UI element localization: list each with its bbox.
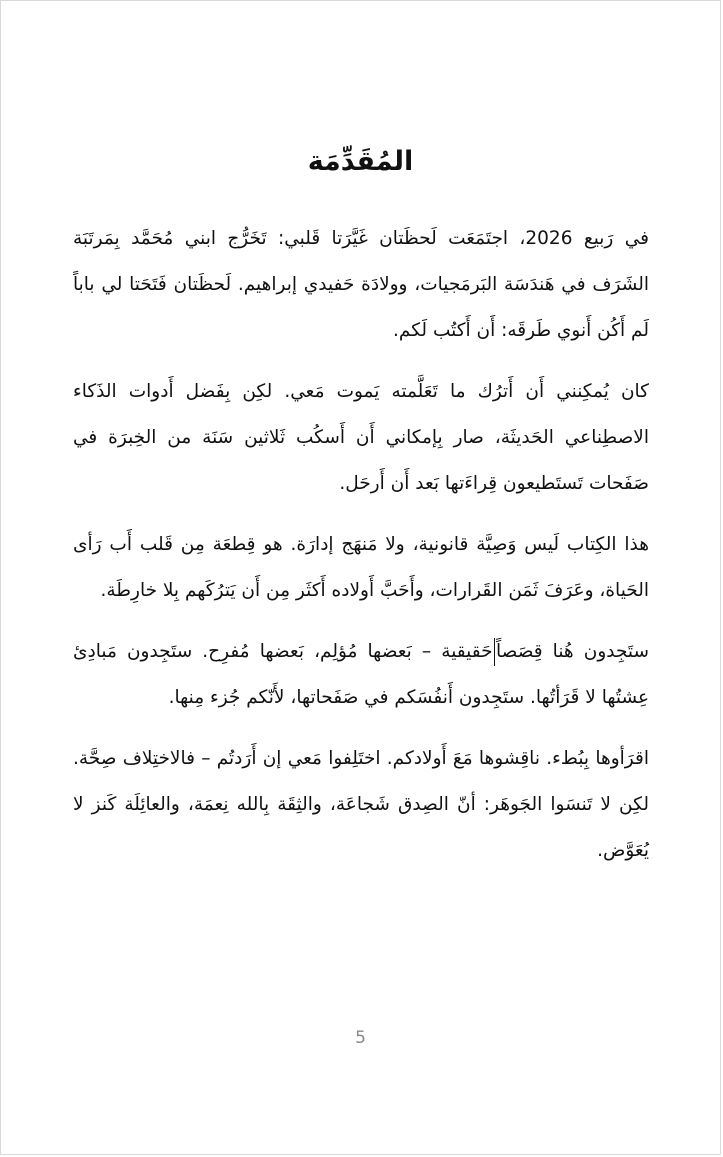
paragraph-4-rest: حَقيقية – بَعضها مُؤلِم، بَعضها مُفرِح. ستَجِدون مَبادِئ عِشتُها لا قَرَأتُها. ستَجِدون أَنفُسَكم في صَفَحاتها، لأَنّكم جُزء مِنها. [73, 641, 649, 708]
paragraph-2: كان يُمكِنني أَن أَترُك ما تَعَلَّمته يَموت مَعي. لكِن بِفَضل أَدوات الذَكاء الاصطِناعي الحَديثَة، صار بِإمكاني أَن أَسكُب ثَلاثين سَنَة من الخِبرَة في صَفَحات تَستَطيعون قِراءَتها بَعد أَن أَرحَل. [73, 381, 649, 494]
paragraph-4 [73, 629, 649, 721]
paragraph-5: اقرَأوها بِبُطء. ناقِشوها مَعَ أَولادكم. اختَلِفوا مَعي إن أَرَدتُم – فالاختِلاف صِحَّة. لكِن لا تَنسَوا الجَوهَر: أنّ الصِدق شَجاعَة، والثِقَة بِالله نِعمَة، والعائِلَة كَنز لا يُعَوَّض. [73, 748, 649, 861]
paragraph-4-start: ستَجِدون هُنا قِصَصاً [496, 641, 650, 662]
paragraph-1: في رَبيع 2026، اجتَمَعَت لَحظَتان غَيَّرَتا قَلبي: تَخَرُّج ابني مُحَمَّد بِمَرتَبَة الشَرَف في هَندَسَة البَرمَجيات، وولادَة حَفيدي إبراهيم. لَحظَتان فَتَحَتا لي باباً لَم أَكُن أَنوي طَرقَه: أَن أَكتُب لَكم. [73, 228, 649, 341]
page-title: المُقَدِّمَة [307, 146, 414, 177]
page-number: 5 [355, 1028, 366, 1048]
text-cursor [494, 638, 496, 666]
paragraph-3: هذا الكِتاب لَيس وَصِيَّة قانونية، ولا مَنهَج إدارَة. هو قِطعَة مِن قَلب أَب رَأى الحَياة، وعَرَفَ ثَمَن القَرارات، وأَحَبَّ أَولاده أَكثَر مِن أَن يَترُكَهم بِلا خارِطَة. [73, 534, 649, 601]
document-body[interactable] [73, 216, 649, 889]
